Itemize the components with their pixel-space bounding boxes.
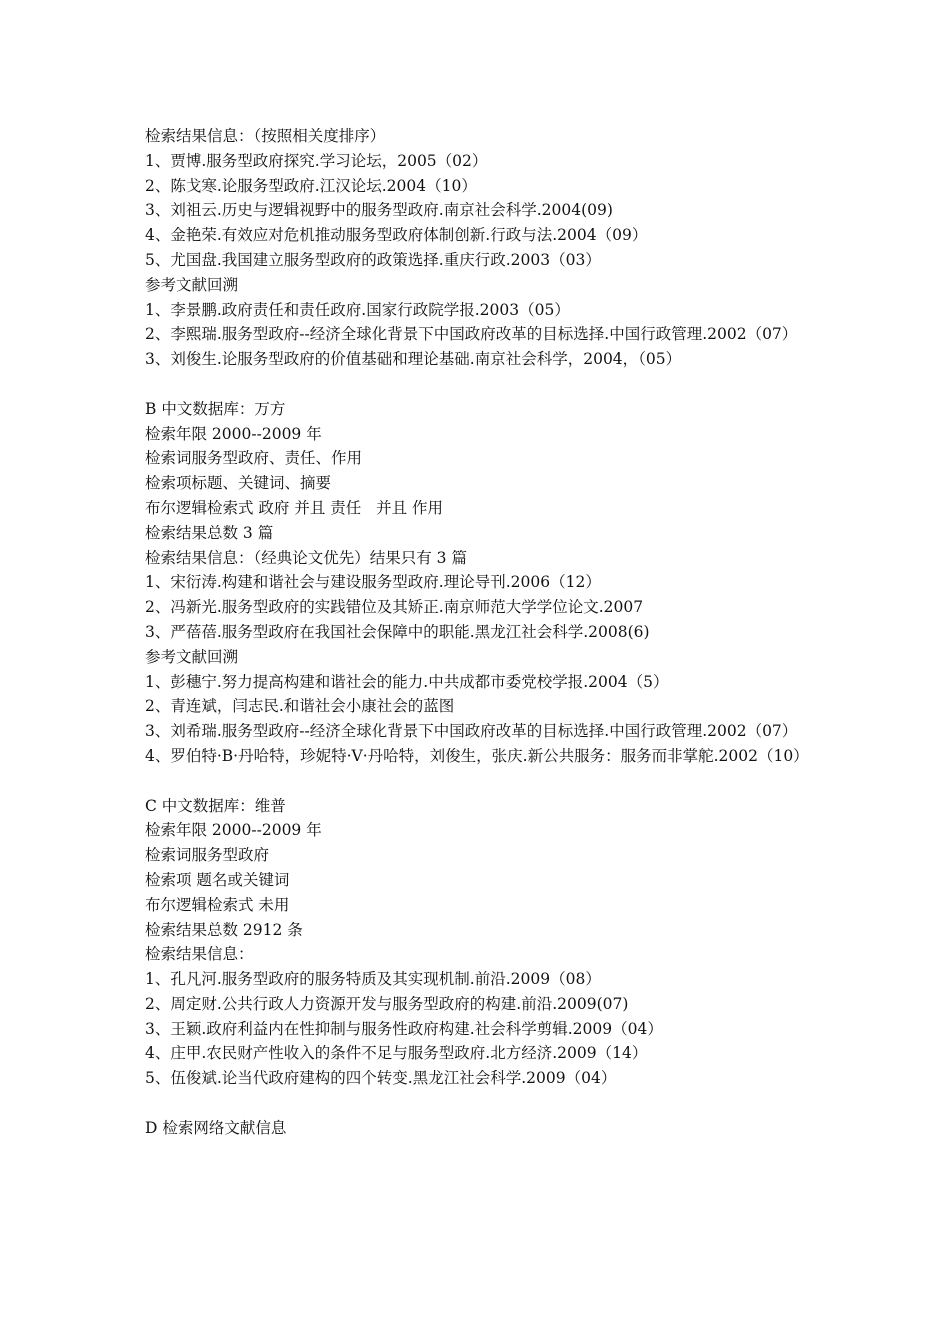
reference-item: 4、罗伯特·B·丹哈特，珍妮特·V·丹哈特，刘俊生，张庆.新公共服务：服务而非掌舵.2002（10） [145,746,809,765]
section-c [145,794,815,1092]
result-total: 检索结果总数 3 篇 [145,523,274,542]
result-item: 2、周定财.公共行政人力资源开发与服务型政府的构建.前沿.2009(07) [145,994,629,1013]
section-b [145,397,815,769]
section-title: D 检索网络文献信息 [145,1118,287,1137]
search-years: 检索年限 2000--2009 年 [145,424,322,443]
result-item: 2、冯新光.服务型政府的实践错位及其矫正.南京师范大学学位论文.2007 [145,598,644,617]
blank-line [145,1091,815,1116]
reference-item: 3、刘希瑞.服务型政府--经济全球化背景下中国政府改革的目标选择.中国行政管理.2002（07） [145,722,798,741]
section-title: B 中文数据库：万方 [145,399,286,418]
blank-line [145,769,815,794]
reference-item: 2、李熙瑞.服务型政府--经济全球化背景下中国政府改革的目标选择.中国行政管理.2002（07） [145,325,798,344]
search-fields: 检索项标题、关键词、摘要 [145,474,332,493]
search-fields: 检索项 题名或关键词 [145,870,290,889]
result-header: 检索结果信息：（按照相关度排序） [145,127,386,145]
section-a-results [145,124,815,372]
result-item: 4、金艳荣.有效应对危机推动服务型政府体制创新.行政与法.2004（09） [145,226,648,245]
boolean-query: 布尔逻辑检索式 未用 [145,895,290,914]
result-item: 5、尤国盘.我国建立服务型政府的政策选择.重庆行政.2003（03） [145,250,601,269]
search-years: 检索年限 2000--2009 年 [145,821,322,840]
result-item: 3、王颖.政府利益内在性抑制与服务性政府构建.社会科学剪辑.2009（04） [145,1019,663,1038]
boolean-query: 布尔逻辑检索式 政府 并且 责任 并且 作用 [145,498,443,517]
reference-item: 1、李景鹏.政府责任和责任政府.国家行政院学报.2003（05） [145,300,570,319]
result-item: 1、宋衍涛.构建和谐社会与建设服务型政府.理论导刊.2006（12） [145,573,601,592]
reference-item: 2、青连斌，闫志民.和谐社会小康社会的蓝图 [145,697,455,716]
section-d [145,1116,815,1141]
reference-header: 参考文献回溯 [145,647,239,666]
result-item: 2、陈戈寒.论服务型政府.江汉论坛.2004（10） [145,176,477,195]
result-header: 检索结果信息： [145,945,254,964]
search-terms: 检索词服务型政府 [145,846,270,865]
document-page [145,124,815,1141]
section-title: C 中文数据库：维普 [145,796,286,815]
result-item: 1、孔凡河.服务型政府的服务特质及其实现机制.前沿.2009（08） [145,970,601,989]
result-item: 4、庄甲.农民财产性收入的条件不足与服务型政府.北方经济.2009（14） [145,1044,648,1063]
result-item: 3、严蓓蓓.服务型政府在我国社会保障中的职能.黑龙江社会科学.2008(6) [145,622,650,641]
reference-header: 参考文献回溯 [145,275,239,294]
search-terms: 检索词服务型政府、责任、作用 [145,449,363,468]
result-item: 1、贾博.服务型政府探究.学习论坛，2005（02） [145,151,488,170]
result-header: 检索结果信息：（经典论文优先）结果只有 3 篇 [145,548,467,567]
result-total: 检索结果总数 2912 条 [145,920,303,939]
blank-line [145,372,815,397]
result-item: 5、伍俊斌.论当代政府建构的四个转变.黑龙江社会科学.2009（04） [145,1069,617,1088]
reference-item: 3、刘俊生.论服务型政府的价值基础和理论基础.南京社会科学，2004，（05） [145,350,682,369]
reference-item: 1、彭穗宁.努力提高构建和谐社会的能力.中共成都市委党校学报.2004（5） [145,672,669,691]
result-item: 3、刘祖云.历史与逻辑视野中的服务型政府.南京社会科学.2004(09) [145,201,613,220]
